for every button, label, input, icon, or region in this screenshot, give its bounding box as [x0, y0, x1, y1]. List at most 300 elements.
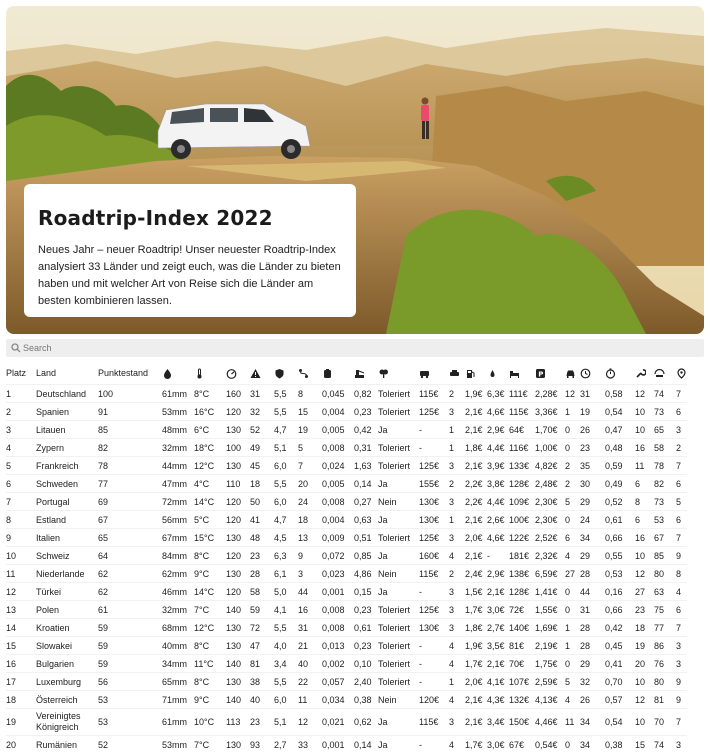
- table-cell: 27: [635, 583, 654, 601]
- cell-punktestand: 65: [98, 529, 162, 547]
- table-cell: 115€: [419, 565, 449, 583]
- route-icon: [298, 368, 309, 379]
- table-cell: 4,3€: [487, 691, 509, 709]
- table-cell: 0,23: [354, 403, 378, 421]
- table-cell: 3: [676, 637, 687, 655]
- col-header-car-front[interactable]: [565, 362, 580, 385]
- table-cell: 6,3€: [487, 385, 509, 403]
- table-cell: 0: [565, 736, 580, 753]
- table-cell: 86: [654, 637, 676, 655]
- table-cell: 6,1: [274, 565, 298, 583]
- cell-punktestand: 85: [98, 421, 162, 439]
- col-header-speed-camera[interactable]: [654, 362, 676, 385]
- table-cell: 7: [298, 457, 322, 475]
- table-cell: 3,9€: [487, 457, 509, 475]
- table-cell: 58: [250, 583, 274, 601]
- table-cell: 38: [250, 673, 274, 691]
- table-row[interactable]: [6, 673, 687, 691]
- table-cell: 12°C: [194, 619, 226, 637]
- table-cell: 28: [580, 619, 605, 637]
- table-cell: 3: [449, 493, 465, 511]
- table-cell: 130: [226, 565, 250, 583]
- table-cell: 4,5: [274, 529, 298, 547]
- parking-icon: [535, 368, 546, 379]
- table-cell: 6: [565, 529, 580, 547]
- table-cell: Toleriert: [378, 655, 419, 673]
- table-cell: 8°C: [194, 385, 226, 403]
- table-cell: 34mm: [162, 655, 194, 673]
- table-cell: 4,86: [354, 565, 378, 583]
- col-header-fuel-pump[interactable]: [465, 362, 487, 385]
- table-cell: 31: [580, 385, 605, 403]
- table-cell: 30: [580, 475, 605, 493]
- table-cell: Ja: [378, 421, 419, 439]
- table-cell: 12: [635, 565, 654, 583]
- table-cell: 1: [449, 439, 465, 457]
- table-cell: 10°C: [194, 709, 226, 736]
- cell-land: Rumänien: [36, 736, 98, 753]
- table-cell: 3: [449, 619, 465, 637]
- table-row[interactable]: [6, 529, 687, 547]
- col-header-clock[interactable]: [580, 362, 605, 385]
- table-cell: 52: [250, 421, 274, 439]
- cell-land: Niederlande: [36, 565, 98, 583]
- table-cell: 23: [250, 709, 274, 736]
- table-row[interactable]: [6, 421, 687, 439]
- table-cell: 0,004: [322, 511, 354, 529]
- table-cell: 4,1: [274, 601, 298, 619]
- table-cell: 3: [449, 709, 465, 736]
- col-header-camper[interactable]: [419, 362, 449, 385]
- col-header-bed[interactable]: [509, 362, 535, 385]
- table-cell: Toleriert: [378, 439, 419, 457]
- table-cell: 111€: [509, 385, 535, 403]
- table-cell: 44: [580, 583, 605, 601]
- table-cell: 138€: [509, 565, 535, 583]
- table-cell: 0,005: [322, 475, 354, 493]
- table-cell: 3,0€: [487, 736, 509, 753]
- table-cell: Ja: [378, 547, 419, 565]
- table-cell: 5: [565, 673, 580, 691]
- table-cell: 2: [449, 475, 465, 493]
- hero-image: [6, 6, 704, 334]
- table-cell: 5: [565, 493, 580, 511]
- table-cell: 1,63: [354, 457, 378, 475]
- cell-punktestand: 59: [98, 655, 162, 673]
- table-cell: 12: [565, 385, 580, 403]
- table-cell: 0,45: [605, 637, 635, 655]
- col-header-route[interactable]: [298, 362, 322, 385]
- table-cell: 0,009: [322, 529, 354, 547]
- table-cell: 0,008: [322, 439, 354, 457]
- clock-icon: [580, 368, 591, 379]
- table-cell: 0,62: [354, 709, 378, 736]
- table-cell: 125€: [419, 601, 449, 619]
- table-cell: 125€: [419, 403, 449, 421]
- table-cell: 47: [250, 637, 274, 655]
- table-cell: 0,27: [354, 493, 378, 511]
- col-header-rain-drop[interactable]: [162, 362, 194, 385]
- table-cell: 5,1: [274, 709, 298, 736]
- camper-icon: [419, 368, 430, 379]
- table-row[interactable]: [6, 439, 687, 457]
- table-cell: Toleriert: [378, 403, 419, 421]
- table-cell: 116€: [509, 439, 535, 457]
- table-cell: 74: [654, 385, 676, 403]
- table-cell: 45: [250, 457, 274, 475]
- table-cell: 7°C: [194, 601, 226, 619]
- table-cell: 84mm: [162, 547, 194, 565]
- table-cell: 1,7€: [465, 736, 487, 753]
- table-cell: 18: [298, 511, 322, 529]
- table-cell: 6,59€: [535, 565, 565, 583]
- table-cell: 0,002: [322, 655, 354, 673]
- table-cell: 3: [298, 565, 322, 583]
- table-row[interactable]: [6, 475, 687, 493]
- cell-punktestand: 59: [98, 637, 162, 655]
- cell-platz: 2: [6, 403, 36, 421]
- table-cell: 2,1€: [487, 583, 509, 601]
- table-cell: 23: [250, 547, 274, 565]
- table-cell: 4: [565, 547, 580, 565]
- speedometer-icon: [226, 368, 237, 379]
- table-cell: 5,5: [274, 403, 298, 421]
- table-cell: 1,75€: [535, 655, 565, 673]
- table-cell: 5,5: [274, 619, 298, 637]
- table-row[interactable]: [6, 691, 687, 709]
- table-cell: 0,59: [605, 457, 635, 475]
- table-row[interactable]: [6, 547, 687, 565]
- table-cell: 2,1€: [465, 709, 487, 736]
- table-cell: 10: [635, 709, 654, 736]
- cell-land: Deutschland: [36, 385, 98, 403]
- table-cell: 2,32€: [535, 547, 565, 565]
- table-cell: 29: [580, 547, 605, 565]
- table-cell: 31: [580, 601, 605, 619]
- water-drop-icon: [487, 368, 498, 379]
- search-input[interactable]: [23, 339, 693, 357]
- table-row[interactable]: [6, 565, 687, 583]
- table-cell: 3,36€: [535, 403, 565, 421]
- table-cell: 115€: [419, 385, 449, 403]
- cell-punktestand: 61: [98, 601, 162, 619]
- table-cell: 6,0: [274, 493, 298, 511]
- table-cell: 7: [676, 529, 687, 547]
- table-cell: 1: [565, 637, 580, 655]
- cell-platz: 3: [6, 421, 36, 439]
- table-cell: 70€: [509, 655, 535, 673]
- table-row[interactable]: [6, 736, 687, 753]
- table-cell: 0,045: [322, 385, 354, 403]
- table-cell: 0: [565, 655, 580, 673]
- table-cell: 31: [298, 619, 322, 637]
- table-cell: 6: [635, 475, 654, 493]
- table-cell: 2,1€: [465, 457, 487, 475]
- col-header-fuel-can[interactable]: [322, 362, 354, 385]
- cell-punktestand: 67: [98, 511, 162, 529]
- table-cell: 11: [565, 709, 580, 736]
- table-cell: 6: [635, 511, 654, 529]
- col-header-warning[interactable]: [250, 362, 274, 385]
- table-cell: 120€: [419, 691, 449, 709]
- cell-land: Spanien: [36, 403, 98, 421]
- table-cell: 100€: [509, 511, 535, 529]
- table-cell: 93: [250, 736, 274, 753]
- table-row[interactable]: [6, 655, 687, 673]
- table-cell: 132€: [509, 691, 535, 709]
- col-header-punktestand[interactable]: Punktestand: [98, 362, 162, 385]
- cell-punktestand: 62: [98, 565, 162, 583]
- table-cell: Toleriert: [378, 619, 419, 637]
- table-cell: 1,00€: [535, 439, 565, 457]
- col-header-water-drop[interactable]: [487, 362, 509, 385]
- table-cell: 130: [226, 673, 250, 691]
- cell-platz: 17: [6, 673, 36, 691]
- table-row[interactable]: [6, 511, 687, 529]
- table-cell: 6°C: [194, 421, 226, 439]
- table-cell: 0,004: [322, 403, 354, 421]
- table-cell: 10: [635, 673, 654, 691]
- table-cell: 0: [565, 421, 580, 439]
- table-cell: 4: [676, 583, 687, 601]
- table-cell: 61mm: [162, 709, 194, 736]
- table-cell: 19: [580, 403, 605, 421]
- table-cell: 15: [635, 736, 654, 753]
- table-cell: 18°C: [194, 439, 226, 457]
- table-cell: 113: [226, 709, 250, 736]
- cell-platz: 9: [6, 529, 36, 547]
- table-cell: 0,15: [354, 583, 378, 601]
- table-cell: 2,1€: [465, 403, 487, 421]
- col-header-platz[interactable]: Platz: [6, 362, 36, 385]
- col-header-timer[interactable]: [605, 362, 635, 385]
- table-cell: 120: [226, 493, 250, 511]
- table-row[interactable]: [6, 619, 687, 637]
- table-cell: 1,7€: [465, 655, 487, 673]
- table-row[interactable]: [6, 493, 687, 511]
- table-cell: 50: [250, 493, 274, 511]
- table-cell: 40: [298, 655, 322, 673]
- table-row[interactable]: [6, 601, 687, 619]
- intro-card: [24, 184, 356, 317]
- table-row[interactable]: [6, 457, 687, 475]
- cell-land: Kroatien: [36, 619, 98, 637]
- table-cell: 80: [654, 673, 676, 691]
- cell-platz: 15: [6, 637, 36, 655]
- table-row[interactable]: [6, 583, 687, 601]
- table-cell: 3: [449, 529, 465, 547]
- table-cell: 18: [635, 619, 654, 637]
- warning-icon: [250, 368, 261, 379]
- table-cell: 5°C: [194, 511, 226, 529]
- table-cell: 160€: [419, 547, 449, 565]
- cell-platz: 16: [6, 655, 36, 673]
- table-cell: 2,0€: [465, 529, 487, 547]
- cell-land: Österreich: [36, 691, 98, 709]
- table-cell: 140: [226, 601, 250, 619]
- table-cell: 2,9€: [487, 421, 509, 439]
- table-cell: 29: [580, 493, 605, 511]
- table-cell: 2,2€: [465, 493, 487, 511]
- table-cell: 1,41€: [535, 583, 565, 601]
- table-cell: 2: [565, 457, 580, 475]
- table-cell: 77: [654, 619, 676, 637]
- table-cell: 0,42: [354, 421, 378, 439]
- table-cell: 0,001: [322, 583, 354, 601]
- table-cell: 120: [226, 403, 250, 421]
- table-cell: 2: [449, 565, 465, 583]
- cell-platz: 19: [6, 709, 36, 736]
- table-cell: -: [419, 583, 449, 601]
- table-cell: 73: [654, 403, 676, 421]
- col-header-speedometer[interactable]: [226, 362, 250, 385]
- table-cell: 20: [298, 475, 322, 493]
- table-cell: 70: [654, 709, 676, 736]
- table-cell: 0,38: [605, 736, 635, 753]
- table-row[interactable]: [6, 385, 687, 403]
- col-header-wrench[interactable]: [635, 362, 654, 385]
- table-cell: Toleriert: [378, 601, 419, 619]
- table-cell: 120: [226, 547, 250, 565]
- table-cell: 4,4€: [487, 493, 509, 511]
- table-cell: 110: [226, 475, 250, 493]
- table-cell: Ja: [378, 709, 419, 736]
- table-cell: 4,82€: [535, 457, 565, 475]
- col-header-shield[interactable]: [274, 362, 298, 385]
- table-cell: 140: [226, 691, 250, 709]
- table-cell: 3: [449, 403, 465, 421]
- table-cell: 81€: [509, 637, 535, 655]
- table-cell: 72€: [509, 601, 535, 619]
- table-cell: 5,1: [274, 439, 298, 457]
- table-cell: 1,7€: [465, 601, 487, 619]
- table-cell: 32: [580, 673, 605, 691]
- col-header-parking[interactable]: [535, 362, 565, 385]
- table-cell: 0,61: [605, 511, 635, 529]
- table-cell: 4°C: [194, 475, 226, 493]
- table-cell: 3,4€: [487, 709, 509, 736]
- table-cell: 1: [449, 511, 465, 529]
- cell-land: Schweiz: [36, 547, 98, 565]
- table-cell: 0,57: [605, 691, 635, 709]
- table-cell: 6,3: [274, 547, 298, 565]
- table-cell: 8°C: [194, 673, 226, 691]
- cell-punktestand: 69: [98, 493, 162, 511]
- col-header-location[interactable]: [676, 362, 687, 385]
- table-cell: 1,70€: [535, 421, 565, 439]
- table-cell: 5,0: [274, 583, 298, 601]
- cell-land: Luxemburg: [36, 673, 98, 691]
- table-cell: 120: [226, 583, 250, 601]
- table-cell: 0,47: [605, 421, 635, 439]
- cell-punktestand: 78: [98, 457, 162, 475]
- table-cell: 81: [654, 691, 676, 709]
- cell-punktestand: 53: [98, 709, 162, 736]
- col-header-thermometer[interactable]: [194, 362, 226, 385]
- col-header-land[interactable]: Land: [36, 362, 98, 385]
- table-cell: 0,42: [605, 619, 635, 637]
- table-cell: 14°C: [194, 583, 226, 601]
- table-cell: 9: [298, 547, 322, 565]
- table-cell: 0,16: [605, 583, 635, 601]
- table-cell: 14°C: [194, 493, 226, 511]
- table-cell: 1: [565, 619, 580, 637]
- table-cell: 0,024: [322, 457, 354, 475]
- cell-platz: 7: [6, 493, 36, 511]
- table-cell: 1,9€: [465, 385, 487, 403]
- table-cell: 4: [449, 691, 465, 709]
- table-cell: 0,14: [354, 475, 378, 493]
- table-cell: 0,23: [354, 601, 378, 619]
- cell-land: Schweden: [36, 475, 98, 493]
- table-cell: 160: [226, 385, 250, 403]
- table-cell: Ja: [378, 475, 419, 493]
- table-cell: 2,0€: [465, 673, 487, 691]
- table-row[interactable]: [6, 709, 687, 736]
- table-cell: 2,6€: [487, 511, 509, 529]
- table-cell: 0,61: [354, 619, 378, 637]
- table-cell: 3: [676, 655, 687, 673]
- cell-platz: 1: [6, 385, 36, 403]
- table-cell: 34: [580, 736, 605, 753]
- cell-punktestand: 64: [98, 547, 162, 565]
- cell-platz: 13: [6, 601, 36, 619]
- speed-camera-icon: [654, 368, 665, 379]
- col-header-car[interactable]: [449, 362, 465, 385]
- table-cell: 7: [676, 709, 687, 736]
- col-header-pin[interactable]: [378, 362, 419, 385]
- table-cell: 0,31: [354, 439, 378, 457]
- table-cell: 2: [449, 385, 465, 403]
- table-cell: 33: [298, 736, 322, 753]
- table-cell: 67€: [509, 736, 535, 753]
- table-cell: 5,5: [274, 673, 298, 691]
- table-cell: 2,9€: [487, 565, 509, 583]
- page-title: Roadtrip-Index 2022: [38, 206, 342, 230]
- cell-platz: 5: [6, 457, 36, 475]
- table-cell: 130€: [419, 493, 449, 511]
- table-cell: 0,54€: [535, 736, 565, 753]
- table-cell: 0,41: [605, 655, 635, 673]
- fuel-pump-icon: [465, 368, 476, 379]
- table-cell: 76: [654, 655, 676, 673]
- table-cell: 2,7€: [487, 619, 509, 637]
- table-cell: 44mm: [162, 457, 194, 475]
- cell-land: Polen: [36, 601, 98, 619]
- table-cell: 61mm: [162, 385, 194, 403]
- table-cell: -: [419, 655, 449, 673]
- table-cell: 85: [654, 547, 676, 565]
- table-cell: 2,1€: [465, 511, 487, 529]
- table-cell: 3: [676, 421, 687, 439]
- table-cell: 0,008: [322, 493, 354, 511]
- table-cell: 27: [565, 565, 580, 583]
- cell-punktestand: 53: [98, 691, 162, 709]
- rain-drop-icon: [162, 368, 173, 379]
- table-cell: 12°C: [194, 457, 226, 475]
- table-cell: 120: [226, 511, 250, 529]
- table-cell: 2,40: [354, 673, 378, 691]
- table-row[interactable]: [6, 637, 687, 655]
- table-cell: 24: [580, 511, 605, 529]
- table-cell: 65: [654, 421, 676, 439]
- table-row[interactable]: [6, 403, 687, 421]
- table-cell: 7°C: [194, 736, 226, 753]
- table-cell: -: [419, 736, 449, 753]
- table-cell: 68mm: [162, 619, 194, 637]
- col-header-toll[interactable]: [354, 362, 378, 385]
- table-cell: 49: [250, 439, 274, 457]
